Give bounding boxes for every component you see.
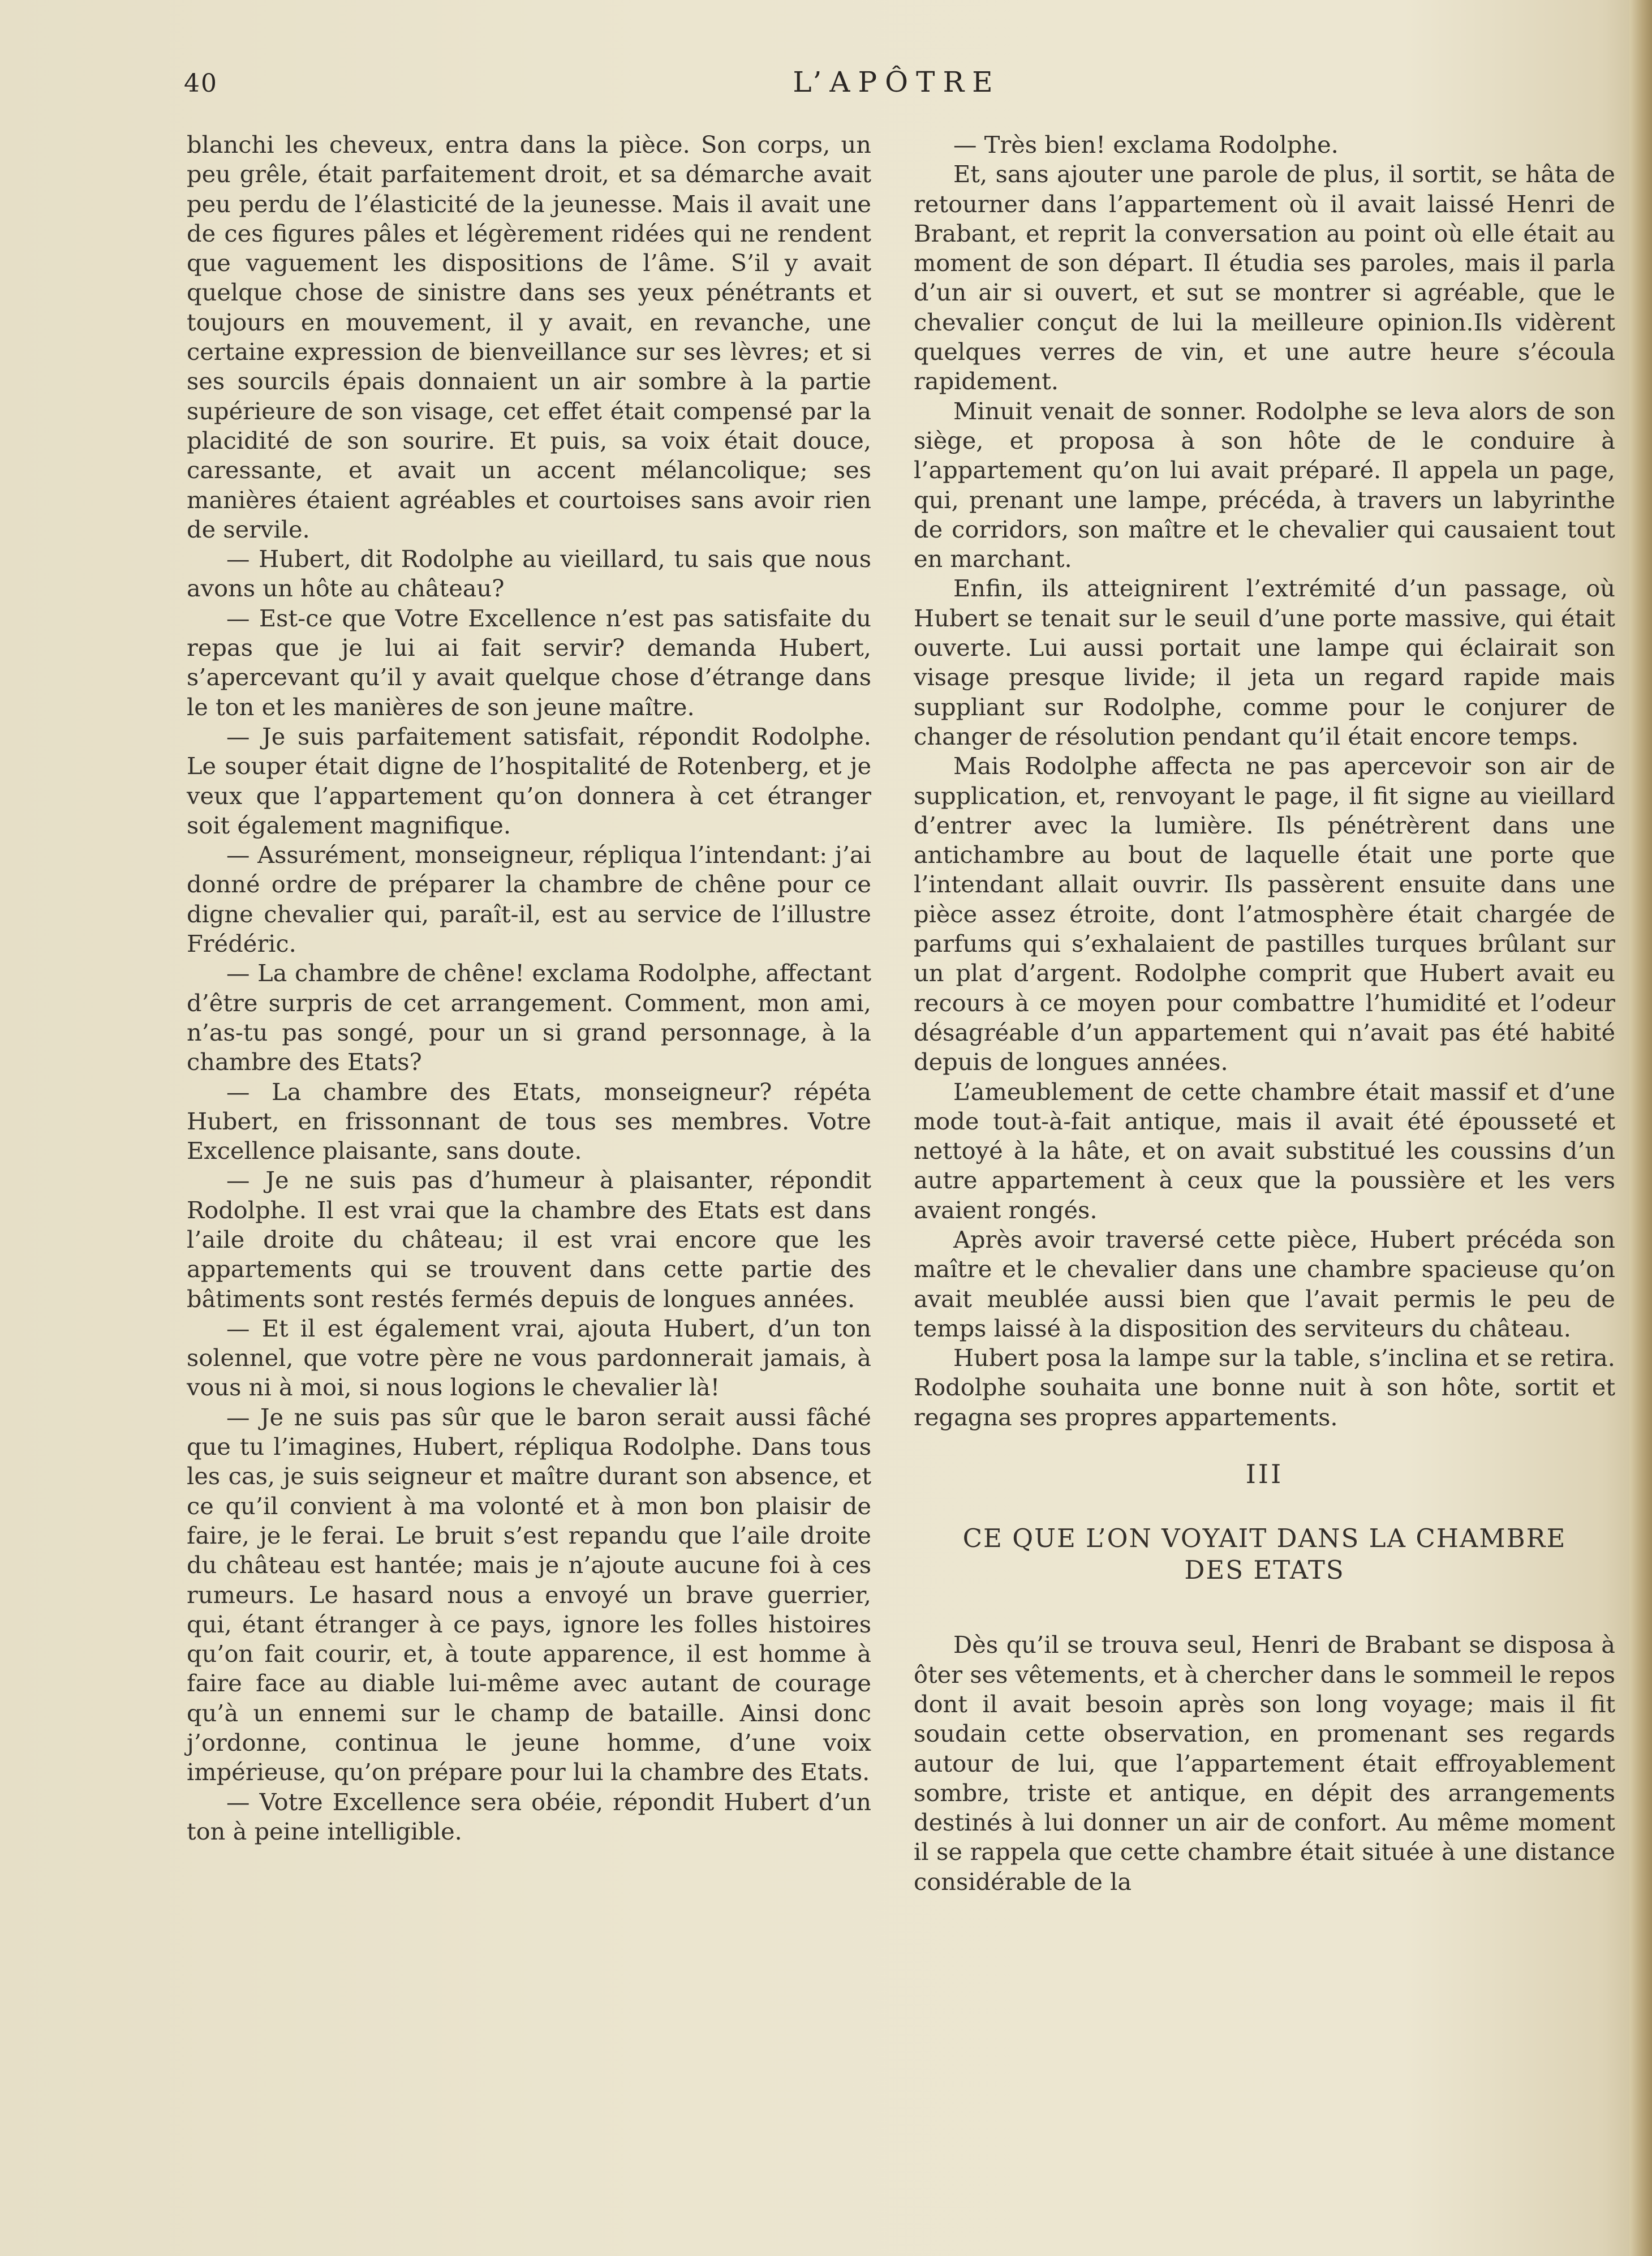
section-title bbox=[914, 1523, 1615, 1586]
page-header bbox=[184, 61, 1610, 106]
paragraph: Minuit venait de sonner. Rodolphe se leva alors de son siège, et proposa à son hôte de le conduire à l’appartement qu’on lui avait préparé. Il appela un page, qui, prenant une lampe, précéda, à travers un labyrinthe de corridors, son maître et le chevalier qui causaient tout en marchant. bbox=[914, 397, 1615, 573]
paragraph: — Très bien! exclama Rodolphe. bbox=[953, 131, 1339, 158]
section-title-line: CE QUE L’ON VOYAIT DANS LA CHAMBRE bbox=[962, 1523, 1567, 1554]
paragraph: — Votre Excellence sera obéie, répondit Hubert d’un ton à peine intelligible. bbox=[187, 1787, 871, 1845]
right-column bbox=[914, 130, 1615, 1897]
left-column bbox=[187, 130, 871, 1846]
section-number: III bbox=[1245, 1459, 1284, 1490]
paragraph: Mais Rodolphe affecta ne pas apercevoir son air de supplication, et, renvoyant le page, il fit signe au vieillard d’entrer avec la lumière. Ils pénétrèrent dans une antichambre au bout de laquelle était une porte que l’intendant allait ouvrir. Ils passèrent ensuite dans une pièce assez étroite, dont l’atmosphère était chargée de parfums qui s’exhalaient de pastilles turques brûlant sur un plat d’argent. Rodolphe comprit que Hubert avait eu recours à ce moyen pour combattre l’humidité et l’odeur désagréable d’un appartement qui n’avait pas été habité depuis de longues années. bbox=[914, 752, 1615, 1076]
paragraph: Enfin, ils atteignirent l’extrémité d’un passage, où Hubert se tenait sur le seuil d’une porte massive, qui était ouverte. Lui aussi portait une lampe qui éclairait son visage presque livide; il jeta un regard rapide mais suppliant sur Rodolphe, comme pour le conjurer de changer de résolution pendant qu’il était encore temps. bbox=[914, 574, 1615, 750]
section-title-line: DES ETATS bbox=[1184, 1555, 1345, 1585]
paragraph: — Je suis parfaitement satisfait, répondit Rodolphe. Le souper était digne de l’hospitalité de Rotenberg, et je veux que l’appartement qu’on donnera à cet étranger soit également magnifique. bbox=[187, 722, 871, 839]
paragraph: — Et il est également vrai, ajouta Hubert, d’un ton solennel, que votre père ne vous pardonnerait jamais, à vous ni à moi, si nous logions le chevalier là! bbox=[187, 1314, 871, 1402]
paragraph: — Je ne suis pas sûr que le baron serait aussi fâché que tu l’imagines, Hubert, répliqua Rodolphe. Dans tous les cas, je suis seigneur et maître durant son absence, et ce qu’il convient à ma volonté et à mon bon plaisir de faire, je le ferai. Le bruit s’est repandu que l’aile droite du château est hantée; mais je n’ajoute aucune foi à ces rumeurs. Le hasard nous a envoyé un brave guerrier, qui, étant étranger à ce pays, ignore les folles histoires qu’on fait courir, et, à toute apparence, il est homme à faire face au diable lui-même avec autant de courage qu’à un ennemi sur le champ de bataille. Ainsi donc j’ordonne, continua le jeune homme, d’une voix impérieuse, qu’on prépare pour lui la chambre des Etats. bbox=[187, 1403, 871, 1786]
paragraph: — Assurément, monseigneur, répliqua l’intendant: j’ai donné ordre de préparer la chambre de chêne pour ce digne chevalier qui, paraît-il, est au service de l’illustre Frédéric. bbox=[187, 841, 871, 958]
paragraph: Dès qu’il se trouva seul, Henri de Brabant se disposa à ôter ses vêtements, et à chercher dans le sommeil le repos dont il avait besoin après son long voyage; mais il fit soudain cette observation, en promenant ses regards autour de lui, que l’appartement était effroyablement sombre, triste et antique, en dépit des arrangements destinés à lui donner un air de confort. Au même moment il se rappela que cette chambre était située à une distance considérable de la bbox=[914, 1631, 1615, 1896]
paragraph: Hubert posa la lampe sur la table, s’inclina et se retira. Rodolphe souhaita une bonne nuit à son hôte, sortit et regagna ses propres appartements. bbox=[914, 1344, 1615, 1431]
paragraph: blanchi les cheveux, entra dans la pièce. Son corps, un peu grêle, était parfaitement droit, et sa démarche avait peu perdu de l’élasticité de la jeunesse. Mais il avait une de ces figures pâles et légèrement ridées qui ne rendent que vaguement les dispositions de l’âme. S’il y avait quelque chose de sinistre dans ses yeux pénétrants et toujours en mouvement, il y avait, en revanche, une certaine expression de bienveillance sur ses lèvres; et si ses sourcils épais donnaient un air sombre à la partie supérieure de son visage, cet effet était compensé par la placidité de son sourire. Et puis, sa voix était douce, caressante, et avait un accent mélancolique; ses manières étaient agréables et courtoises sans avoir rien de servile. bbox=[187, 131, 871, 543]
paragraph: Et, sans ajouter une parole de plus, il sortit, se hâta de retourner dans l’appartement où il avait laissé Henri de Brabant, et reprit la conversation au point où elle était au moment de son départ. Il étudia ses paroles, mais il parla d’un air si ouvert, et sut se montrer si agréable, que le chevalier conçut de lui la meilleure opinion.Ils vidèrent quelques verres de vin, et une autre heure s’écoula rapidement. bbox=[914, 160, 1615, 396]
running-title: L’APÔTRE bbox=[793, 66, 1001, 98]
page-edge bbox=[1629, 0, 1652, 2256]
paragraph: Après avoir traversé cette pièce, Hubert précéda son maître et le chevalier dans une chambre spacieuse qu’on avait meublée aussi bien que l’avait permis le peu de temps laissé à la disposition des serviteurs du château. bbox=[914, 1225, 1615, 1342]
paragraph: — Est-ce que Votre Excellence n’est pas satisfaite du repas que je lui ai fait servir? demanda Hubert, s’apercevant qu’il y avait quelque chose d’étrange dans le ton et les manières de son jeune maître. bbox=[187, 604, 871, 721]
paragraph: — Je ne suis pas d’humeur à plaisanter, répondit Rodolphe. Il est vrai que la chambre des Etats est dans l’aile droite du château; il est vrai encore que les appartements qui se trouvent dans cette partie des bâtiments sont restés fermés depuis de longues années. bbox=[187, 1166, 871, 1313]
paragraph: — La chambre de chêne! exclama Rodolphe, affectant d’être surpris de cet arrangement. Comment, mon ami, n’as-tu pas songé, pour un si grand personnage, à la chambre des Etats? bbox=[187, 959, 871, 1076]
page-number: 40 bbox=[184, 69, 218, 98]
paragraph: — Hubert, dit Rodolphe au vieillard, tu sais que nous avons un hôte au château? bbox=[187, 545, 871, 603]
paragraph: L’ameublement de cette chambre était massif et d’une mode tout-à-fait antique, mais il avait été épousseté et nettoyé à la hâte, et on avait substitué les coussins d’un autre appartement à ceux que la poussière et les vers avaient rongés. bbox=[914, 1077, 1615, 1224]
paragraph: — La chambre des Etats, monseigneur? répéta Hubert, en frissonnant de tous ses membres. Votre Excellence plaisante, sans doute. bbox=[187, 1077, 871, 1165]
